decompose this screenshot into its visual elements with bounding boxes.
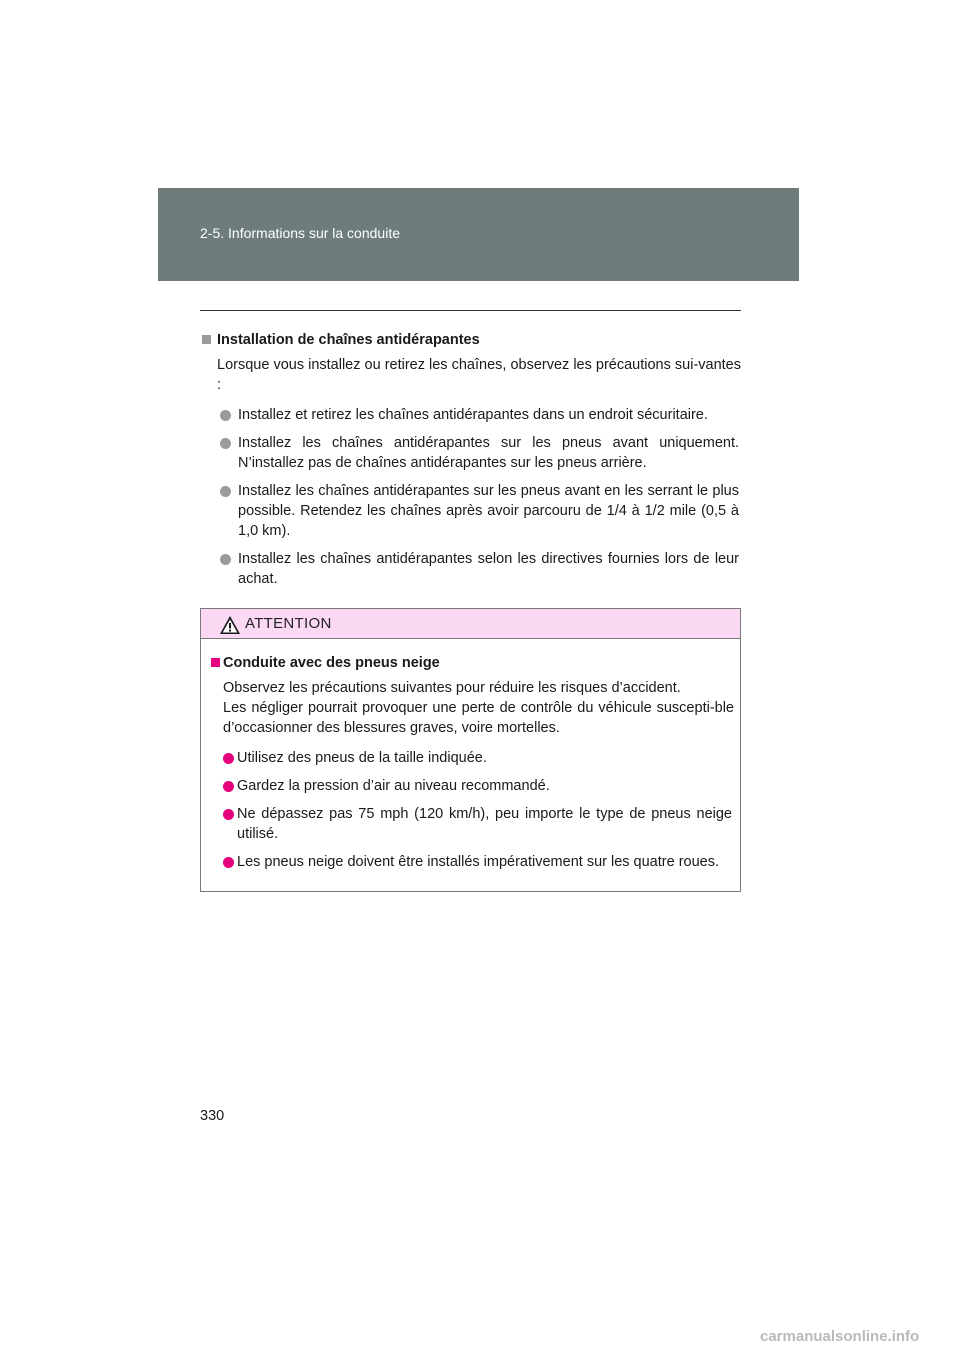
section-divider	[200, 310, 741, 311]
attention-body	[201, 639, 740, 872]
list-item: Installez les chaînes antidérapantes sur les pneus avant en les serrant le plus possible. Retendez les chaînes après avoir parcouru de 1/4 à 1/2 mile (0,5 à 1,0 km).	[200, 481, 741, 541]
watermark: carmanualsonline.info	[760, 1328, 920, 1345]
snow-tires-heading: Conduite avec des pneus neige	[209, 653, 734, 673]
square-bullet-icon	[202, 335, 211, 344]
snow-tires-intro: Observez les précautions suivantes pour réduire les risques d’accident. Les négliger pourrait provoquer une perte de contrôle du véhicule suscepti-ble d’occasionner des blessures graves, voire mortelles.	[223, 680, 734, 736]
list-item: Ne dépassez pas 75 mph (120 km/h), peu importe le type de pneus neige utilisé.	[209, 804, 734, 844]
circle-bullet-icon	[223, 809, 234, 820]
chapter-title: 2-5. Informations sur la conduite	[200, 225, 400, 241]
circle-bullet-icon	[220, 410, 231, 421]
list-item: Installez et retirez les chaînes antidérapantes dans un endroit sécuritaire.	[200, 405, 741, 425]
circle-bullet-icon	[223, 753, 234, 764]
list-item: Installez les chaînes antidérapantes sur les pneus avant uniquement. N’installez pas de chaînes antidérapantes sur les pneus arrière.	[200, 433, 741, 473]
list-item: Installez les chaînes antidérapantes selon les directives fournies lors de leur achat.	[200, 549, 741, 589]
circle-bullet-icon	[223, 781, 234, 792]
chains-heading: Installation de chaînes antidérapantes	[200, 330, 741, 350]
chains-section	[200, 330, 741, 597]
list-item: Utilisez des pneus de la taille indiquée.	[209, 748, 734, 768]
square-bullet-icon	[211, 658, 220, 667]
attention-box	[200, 608, 741, 892]
list-item: Gardez la pression d’air au niveau recommandé.	[209, 776, 734, 796]
chapter-header-band	[158, 188, 799, 281]
warning-triangle-icon	[219, 615, 241, 635]
chains-intro: Lorsque vous installez ou retirez les chaînes, observez les précautions sui-vantes :	[217, 357, 741, 393]
attention-title: ATTENTION	[245, 615, 332, 632]
attention-header	[201, 609, 740, 639]
circle-bullet-icon	[220, 438, 231, 449]
circle-bullet-icon	[223, 857, 234, 868]
list-item: Les pneus neige doivent être installés impérativement sur les quatre roues.	[209, 852, 734, 872]
page-number: 330	[200, 1108, 225, 1124]
circle-bullet-icon	[220, 554, 231, 565]
circle-bullet-icon	[220, 486, 231, 497]
